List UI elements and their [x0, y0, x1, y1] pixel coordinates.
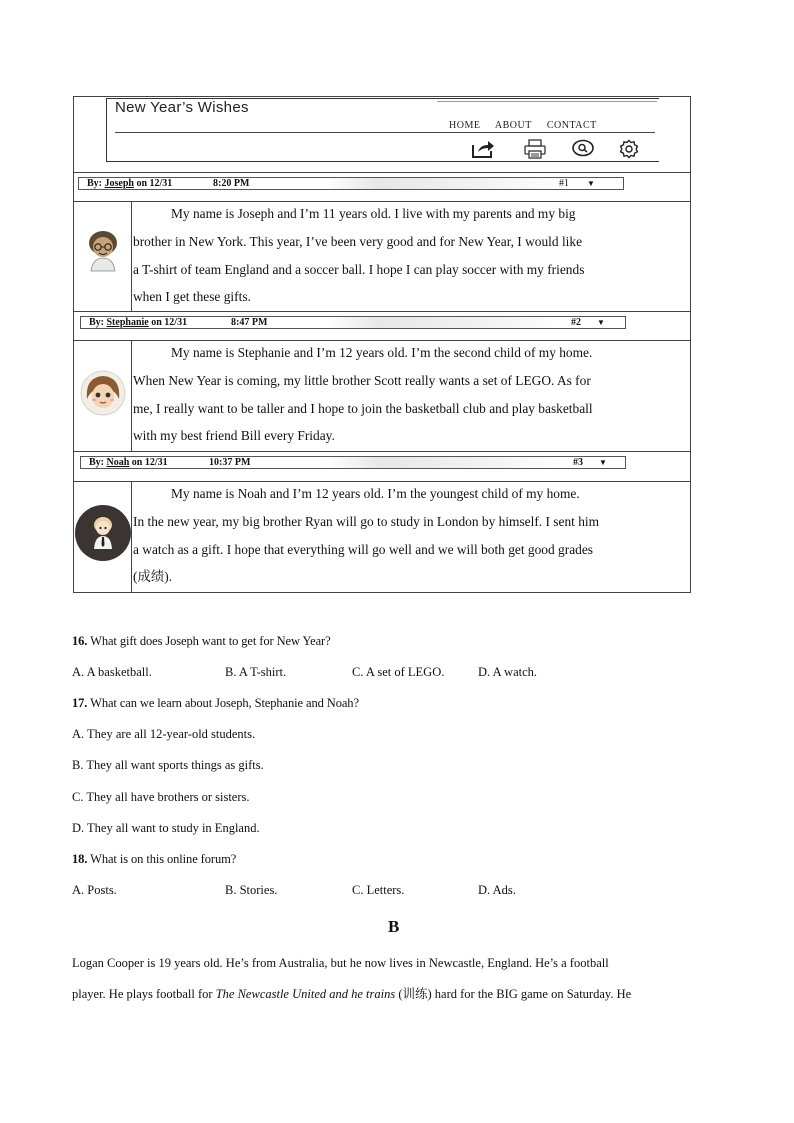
section-heading: B	[388, 917, 400, 936]
q17-option-c[interactable]: C. They all have brothers or sisters.	[72, 790, 250, 804]
post-time: 8:20 PM	[213, 178, 250, 189]
q18-option-c[interactable]: C. Letters.	[352, 883, 405, 897]
post-header-1	[78, 177, 624, 190]
avatar-stephanie	[79, 369, 127, 417]
post-author: By: Noah on 12/31	[89, 457, 168, 468]
column-divider	[131, 340, 132, 451]
author-link[interactable]: Stephanie	[106, 317, 149, 328]
post-body-3: My name is Noah and I’m 12 years old. I’m the youngest child of my home. In the new year, my big brother Ryan will go to study in London by himself. I sent him a watch as a gift. I hope that everything will go well and we will both get good grades (成绩).	[133, 486, 600, 585]
q16-option-a[interactable]: A. A basketball.	[72, 665, 152, 679]
post-body-2: My name is Stephanie and I’m 12 years old. I’m the second child of my home. When New Year is coming, my little brother Scott really wants a set of LEGO. As for me, I really want to be taller and I hope to join the basketball club and play basketball with my best friend Bill every Friday.	[133, 345, 593, 444]
q16-option-d[interactable]: D. A watch.	[478, 665, 538, 679]
share-icon[interactable]	[471, 139, 495, 159]
q17-option-d[interactable]: D. They all want to study in England.	[72, 821, 260, 835]
dropdown-arrow-icon[interactable]: ▼	[587, 179, 595, 188]
author-link[interactable]: Joseph	[104, 178, 134, 189]
q16-option-c[interactable]: C. A set of LEGO.	[352, 665, 445, 679]
post-header-3	[80, 456, 626, 469]
site-nav	[449, 120, 609, 131]
column-divider	[131, 201, 132, 311]
nav-about[interactable]: ABOUT	[494, 120, 532, 131]
forum-screenshot	[73, 96, 691, 593]
post-time: 10:37 PM	[209, 457, 251, 468]
post-author: By: Stephanie on 12/31	[89, 317, 188, 328]
question-18: 18. What is on this online forum?	[72, 852, 237, 866]
site-title: New Year’s Wishes	[115, 99, 249, 116]
post-header-2	[80, 316, 626, 329]
avatar-noah	[75, 505, 131, 561]
column-divider	[131, 481, 132, 593]
question-17: 17. What can we learn about Joseph, Stephanie and Noah?	[72, 696, 359, 710]
post-author: By: Joseph on 12/31	[87, 178, 173, 189]
author-link[interactable]: Noah	[106, 457, 130, 468]
search-icon[interactable]	[571, 139, 595, 159]
print-icon[interactable]	[523, 139, 547, 159]
settings-icon[interactable]	[617, 139, 641, 159]
post-number: #1	[559, 178, 569, 189]
header-rule	[115, 132, 655, 133]
toolbar	[471, 139, 651, 159]
q16-option-b[interactable]: B. A T-shirt.	[225, 665, 287, 679]
passage-b	[72, 948, 702, 1010]
header-top-rule	[437, 101, 657, 102]
post-number: #3	[573, 457, 583, 468]
post-body-1: My name is Joseph and I’m 11 years old. I live with my parents and my big brother in New York. This year, I’ve been very good and for New Year, I would like a T-shirt of team England and a soccer ball. I hope I can play soccer with my friends when I get these gifts.	[133, 206, 585, 305]
avatar-joseph	[79, 227, 127, 275]
row-divider	[74, 451, 690, 452]
site-header	[106, 98, 659, 162]
nav-contact[interactable]: CONTACT	[546, 120, 597, 131]
passage-line-2: player. He plays football for The Newcastle United and he trains (训练) hard for the BIG game on Saturday. He	[72, 987, 632, 1001]
q18-option-a[interactable]: A. Posts.	[72, 883, 117, 897]
post-time: 8:47 PM	[231, 317, 268, 328]
q18-option-b[interactable]: B. Stories.	[225, 883, 278, 897]
question-16: 16. What gift does Joseph want to get for New Year?	[72, 634, 331, 648]
q17-option-a[interactable]: A. They are all 12-year-old students.	[72, 727, 256, 741]
post-number: #2	[571, 317, 581, 328]
passage-line-1: Logan Cooper is 19 years old. He’s from Australia, but he now lives in Newcastle, England. He’s a football	[72, 956, 609, 970]
row-divider	[74, 172, 690, 173]
q18-option-d[interactable]: D. Ads.	[478, 883, 516, 897]
q17-option-b[interactable]: B. They all want sports things as gifts.	[72, 758, 264, 772]
dropdown-arrow-icon[interactable]: ▼	[597, 318, 605, 327]
nav-home[interactable]: HOME	[449, 120, 481, 131]
dropdown-arrow-icon[interactable]: ▼	[599, 458, 607, 467]
